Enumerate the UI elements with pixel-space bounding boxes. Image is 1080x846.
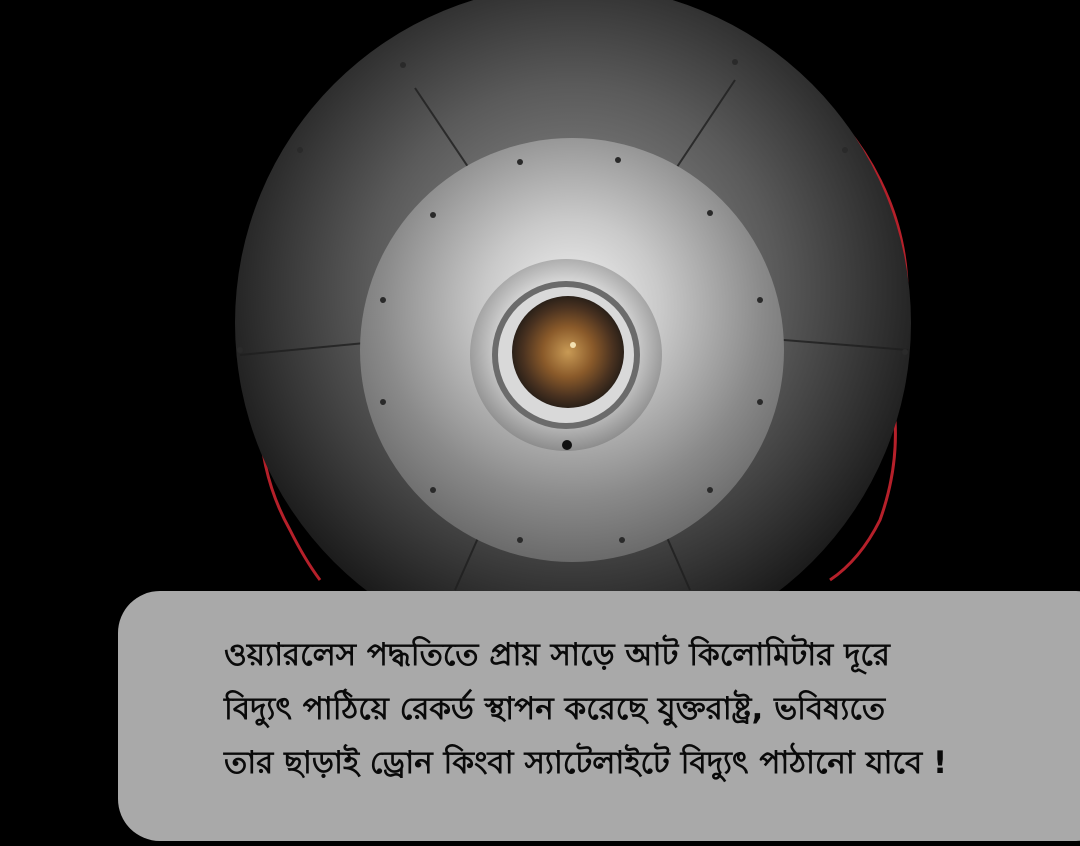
receiver-lens [512, 296, 624, 408]
caption-line-3: তার ছাড়াই ড্রোন কিংবা স্যাটেলাইটে বিদ্যুৎ পাঠানো যাবে ! [224, 745, 948, 781]
caption-line-1: ওয়্যারলেস পদ্ধতিতে প্রায় সাড়ে আট কিলোমিটার দূরে [224, 637, 890, 673]
caption-text [224, 628, 1044, 790]
caption-line-2: বিদ্যুৎ পাঠিয়ে রেকর্ড স্থাপন করেছে যুক্তরাষ্ট্র, ভবিষ্যতে [224, 691, 886, 727]
